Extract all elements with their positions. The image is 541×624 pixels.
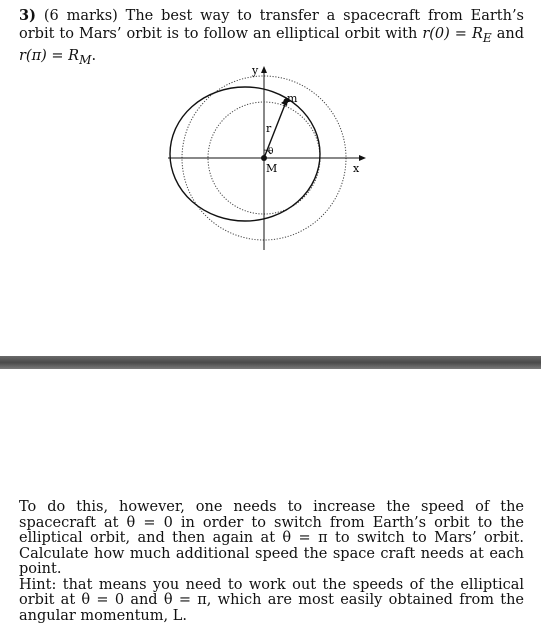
y-axis-arrow-icon xyxy=(261,66,267,73)
equation-r0-sub: E xyxy=(483,31,492,45)
equation-r0: r(0) = R xyxy=(422,26,483,42)
problem-number: 3) xyxy=(19,7,36,24)
equation-rpi: r(π) = R xyxy=(19,48,79,64)
statement-and: and xyxy=(492,26,524,42)
continuation-paragraph: To do this, however, one needs to increase the speed of the spacecraft at θ = 0 in order to switch from Earth’s orbit to the elliptical orbit, and then again at θ = π to switch to Mars’ orbit. Calculate how much additional speed the space craft needs at each point. xyxy=(19,500,524,578)
problem-marks: (6 marks) xyxy=(44,8,118,24)
orbit-diagram xyxy=(150,58,380,258)
page-divider xyxy=(0,356,541,369)
transfer-ellipse xyxy=(170,87,320,221)
statement-end: . xyxy=(91,48,96,64)
theta-label: θ xyxy=(268,147,273,157)
central-mass-dot xyxy=(261,155,267,161)
problem-continuation xyxy=(19,500,524,624)
y-axis-label: y xyxy=(251,64,259,77)
statement-text: The best way to transfer a spacecraft from Earth’s orbit to Mars’ orbit is to follow an elliptical orbit with xyxy=(19,8,524,42)
hint-paragraph: Hint: that means you need to work out the speeds of the elliptical orbit at θ = 0 and θ = π, which are most easily obtained from the angular momentum, L. xyxy=(19,578,524,624)
mass-m-label: m xyxy=(287,92,298,105)
x-axis-label: x xyxy=(353,162,360,175)
x-axis-arrow-icon xyxy=(359,155,366,161)
equation-rpi-sub: M xyxy=(79,53,91,67)
central-mass-label: M xyxy=(266,162,277,175)
blank-area xyxy=(0,369,541,499)
radius-label: r xyxy=(266,122,272,135)
